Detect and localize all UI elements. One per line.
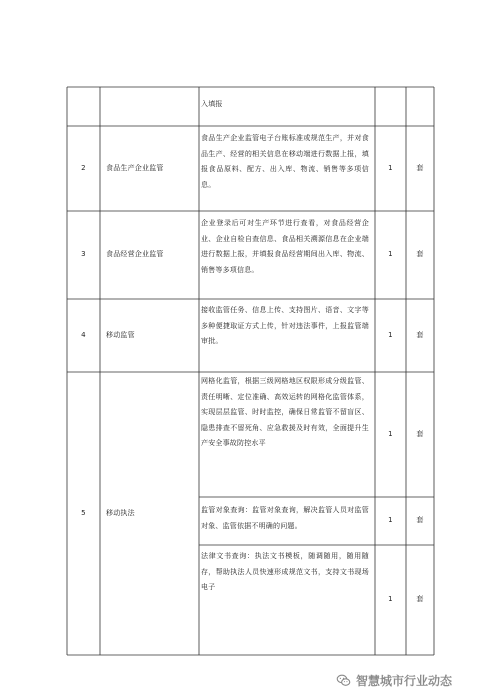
description-cell xyxy=(199,126,375,211)
description-cell xyxy=(199,545,375,655)
quantity-value: 1 xyxy=(388,516,393,525)
quantity-value: 1 xyxy=(388,595,393,604)
wechat-icon xyxy=(336,673,351,688)
unit-value: 套 xyxy=(416,250,424,259)
quantity-value: 1 xyxy=(388,330,393,339)
quantity-cell xyxy=(375,497,406,545)
description-text: 企业登录后可对生产环节进行查看，对食品经营企业、企业自检自查信息、食品相关溯源信息在企业端进行数据上报，并填报食品经营期间出入库、物流、销售等多项信息。 xyxy=(201,219,369,274)
row-index: 4 xyxy=(81,330,86,339)
quantity-value: 1 xyxy=(388,250,393,259)
quantity-cell xyxy=(375,372,406,497)
description-cell xyxy=(199,87,375,126)
unit-cell xyxy=(406,211,434,299)
module-name: 移动监管 xyxy=(106,330,135,339)
description-cell xyxy=(199,211,375,299)
unit-cell xyxy=(406,126,434,211)
row-index: 3 xyxy=(81,250,86,259)
index-cell xyxy=(67,299,100,372)
index-cell xyxy=(67,126,100,211)
watermark-text: 智慧城市行业动态 xyxy=(356,673,453,688)
module-name: 食品经营企业监管 xyxy=(106,250,164,259)
unit-value: 套 xyxy=(416,595,424,604)
module-cell xyxy=(100,126,199,211)
quantity-value: 1 xyxy=(388,163,393,172)
quantity-value: 1 xyxy=(388,429,393,438)
index-cell xyxy=(67,211,100,299)
description-text: 网格化监管，根据三级网格地区权限形成分级监管、责任明晰、定位准确、高效运转的网格化监管体系，实现层层监管、时时监控，确保日常监管不留盲区、隐患排查不留死角、应急救援及时有效，全面提升生产安全事故防控水平 xyxy=(201,377,369,447)
description-text: 食品生产企业监管电子台账标准或规范生产，并对食品生产、经营的相关信息在移动端进行数据上报，填报食品原料、配方、出入库、物流、销售等多项信息。 xyxy=(201,134,369,189)
unit-cell xyxy=(406,372,434,497)
module-cell xyxy=(100,299,199,372)
row-index: 5 xyxy=(81,508,86,517)
module-cell xyxy=(100,372,199,655)
row-index: 2 xyxy=(81,163,86,172)
module-cell xyxy=(100,211,199,299)
quantity-cell xyxy=(375,299,406,372)
description-cell xyxy=(199,299,375,372)
quantity-cell xyxy=(375,126,406,211)
module-name: 食品生产企业监管 xyxy=(106,163,164,172)
unit-cell xyxy=(406,497,434,545)
module-name: 移动执法 xyxy=(106,508,135,517)
unit-value: 套 xyxy=(416,516,424,525)
description-cell xyxy=(199,372,375,497)
description-text: 法律文书查询：执法文书模板，随调随用，随用随存，帮助执法人员快速形成规范文书，支持文书现场电子 xyxy=(201,552,369,591)
unit-value: 套 xyxy=(416,429,424,438)
description-cell xyxy=(199,497,375,545)
quantity-cell xyxy=(375,211,406,299)
unit-cell xyxy=(406,545,434,655)
unit-value: 套 xyxy=(416,163,424,172)
index-cell xyxy=(67,372,100,655)
quantity-cell xyxy=(375,545,406,655)
description-text: 入填报 xyxy=(201,100,223,108)
unit-cell xyxy=(406,299,434,372)
description-text: 监管对象查询：监管对象查询，解决监管人员对监管对象、监管依据不明确的问题。 xyxy=(201,506,369,530)
watermark xyxy=(336,669,452,691)
unit-value: 套 xyxy=(416,330,424,339)
description-text: 接收监管任务、信息上传、支持图片、语音、文字等多种便捷取证方式上传，针对违法事件，上报监管端审批。 xyxy=(201,306,369,345)
